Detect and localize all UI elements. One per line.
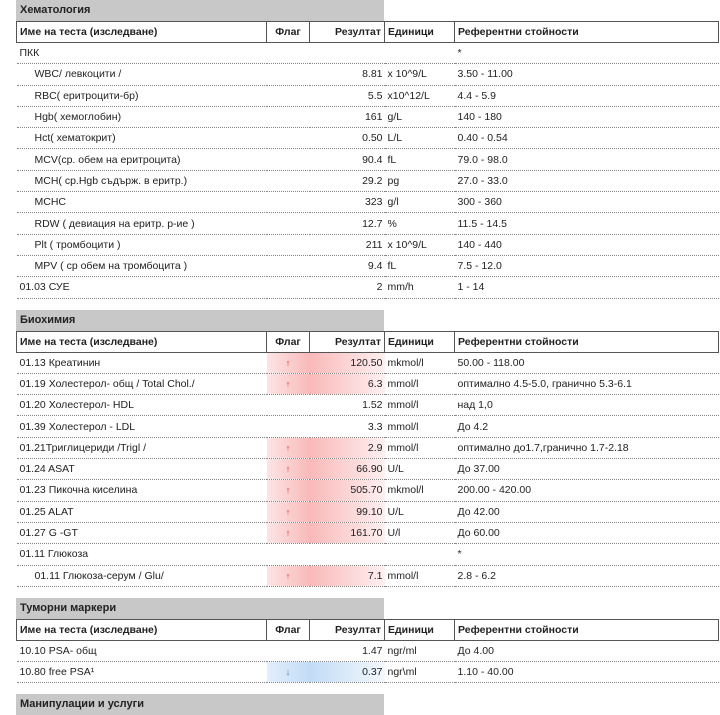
test-result: 161.70 [310, 522, 385, 543]
table-row [17, 128, 719, 149]
table-row [17, 106, 719, 127]
table-row [17, 416, 719, 437]
section-title: Туморни маркери [16, 598, 384, 619]
column-header-flag: Флаг [267, 331, 310, 352]
reference-range: До 4.2 [455, 416, 719, 437]
reference-range: До 42.00 [455, 501, 719, 522]
table-row [17, 459, 719, 480]
reference-range: До 4.00 [455, 640, 719, 661]
test-result: 2 [310, 277, 385, 298]
table-header [17, 619, 719, 640]
test-unit: mmol/l [385, 395, 455, 416]
reference-range: 27.0 - 33.0 [455, 170, 719, 191]
test-name: MCHC [17, 192, 267, 213]
test-result: 5.5 [310, 85, 385, 106]
test-name: MCH( ср.Hgb съдърж. в еритр.) [17, 170, 267, 191]
flag-icon [267, 192, 310, 213]
test-unit: ngr\ml [385, 662, 455, 683]
flag-icon [267, 213, 310, 234]
table-row [17, 544, 719, 565]
table-row [17, 43, 719, 64]
test-result: 66.90 [310, 459, 385, 480]
reference-range: 79.0 - 98.0 [455, 149, 719, 170]
column-header-name: Име на теста (изследване) [17, 331, 267, 352]
test-unit: g/l [385, 192, 455, 213]
table-row [17, 662, 719, 683]
test-unit: x 10^9/L [385, 64, 455, 85]
test-name: Hct( хематокрит) [17, 128, 267, 149]
column-header-result: Резултат [310, 22, 385, 43]
test-name: WBC/ левкоцити / [17, 64, 267, 85]
column-header-name: Име на теста (изследване) [17, 619, 267, 640]
reference-range: * [455, 544, 719, 565]
test-result: 9.4 [310, 255, 385, 276]
reference-range: над 1,0 [455, 395, 719, 416]
test-unit: mmol/l [385, 416, 455, 437]
test-result: 99.10 [310, 501, 385, 522]
test-result: 211 [310, 234, 385, 255]
table-row [17, 640, 719, 661]
test-unit: pg [385, 170, 455, 191]
test-result: 2.9 [310, 437, 385, 458]
test-name: 01.13 Креатинин [17, 352, 267, 373]
flag-icon: ↑ [267, 352, 310, 373]
column-header-units: Единици [385, 331, 455, 352]
flag-icon [267, 255, 310, 276]
reference-range: До 37.00 [455, 459, 719, 480]
section-title: Хематология [16, 0, 384, 21]
flag-icon [267, 43, 310, 64]
reference-range: 7.5 - 12.0 [455, 255, 719, 276]
test-result: 8.81 [310, 64, 385, 85]
column-header-flag: Флаг [267, 22, 310, 43]
test-name: 01.23 Пикочна киселина [17, 480, 267, 501]
test-unit: L/L [385, 128, 455, 149]
test-result: 7.1 [310, 565, 385, 586]
table-header [17, 22, 719, 43]
table-header [17, 331, 719, 352]
reference-range: * [455, 43, 719, 64]
reference-range: До 60.00 [455, 522, 719, 543]
flag-icon: ↑ [267, 480, 310, 501]
test-name: 01.21Триглицериди /Trigl / [17, 437, 267, 458]
flag-icon [267, 640, 310, 661]
test-unit: mmol/l [385, 373, 455, 394]
flag-icon [267, 149, 310, 170]
flag-icon: ↑ [267, 522, 310, 543]
reference-range: 1 - 14 [455, 277, 719, 298]
reference-range: 300 - 360 [455, 192, 719, 213]
test-name: 01.03 СУЕ [17, 277, 267, 298]
test-unit: g/L [385, 106, 455, 127]
flag-icon [267, 106, 310, 127]
flag-icon: ↑ [267, 459, 310, 480]
reference-range: 3.50 - 11.00 [455, 64, 719, 85]
flag-icon [267, 544, 310, 565]
table-row [17, 277, 719, 298]
test-unit: mmol/l [385, 565, 455, 586]
test-name: 10.80 free PSA¹ [17, 662, 267, 683]
test-name: 01.27 G -GT [17, 522, 267, 543]
test-name: 01.11 Глюкоза-серум / Glu/ [17, 565, 267, 586]
column-header-ref: Референтни стойности [455, 22, 719, 43]
results-table [16, 21, 719, 299]
reference-range: оптимално 4.5-5.0, гранично 5.3-6.1 [455, 373, 719, 394]
test-name: RDW ( девиация на еритр. р-ие ) [17, 213, 267, 234]
table-row [17, 64, 719, 85]
reference-range: 50.00 - 118.00 [455, 352, 719, 373]
test-result: 6.3 [310, 373, 385, 394]
reference-range: 11.5 - 14.5 [455, 213, 719, 234]
test-unit: % [385, 213, 455, 234]
test-name: 01.25 ALAT [17, 501, 267, 522]
column-header-name: Име на теста (изследване) [17, 22, 267, 43]
reference-range: 2.8 - 6.2 [455, 565, 719, 586]
test-result: 161 [310, 106, 385, 127]
test-name: 01.24 ASAT [17, 459, 267, 480]
test-name: Plt ( тромбоцити ) [17, 234, 267, 255]
section-title: Биохимия [16, 310, 384, 331]
test-name: RBC( еритроцити-бр) [17, 85, 267, 106]
test-result: 0.37 [310, 662, 385, 683]
flag-icon: ↓ [267, 662, 310, 683]
column-header-units: Единици [385, 619, 455, 640]
table-row [17, 234, 719, 255]
table-row [17, 395, 719, 416]
results-table [16, 619, 719, 684]
test-unit: x10^12/L [385, 85, 455, 106]
test-name: 01.20 Холестерол- HDL [17, 395, 267, 416]
test-unit: fL [385, 149, 455, 170]
flag-icon [267, 85, 310, 106]
test-name: 01.11 Глюкоза [17, 544, 267, 565]
test-name: 10.10 PSA- общ [17, 640, 267, 661]
reference-range: 1.10 - 40.00 [455, 662, 719, 683]
table-row [17, 501, 719, 522]
flag-icon: ↑ [267, 437, 310, 458]
test-result: 505.70 [310, 480, 385, 501]
section [0, 0, 720, 299]
test-unit: U/L [385, 501, 455, 522]
test-name: MCV(ср. обем на еритроцита) [17, 149, 267, 170]
section-title: Манипулации и услуги [16, 694, 384, 715]
column-header-ref: Референтни стойности [455, 619, 719, 640]
section [0, 683, 720, 715]
results-table [16, 331, 719, 587]
table-row [17, 352, 719, 373]
test-unit [385, 544, 455, 565]
table-row [17, 255, 719, 276]
reference-range: 200.00 - 420.00 [455, 480, 719, 501]
section-gap [0, 587, 720, 598]
column-header-units: Единици [385, 22, 455, 43]
test-unit: ngr/ml [385, 640, 455, 661]
test-unit: mm/h [385, 277, 455, 298]
test-result [310, 43, 385, 64]
test-result: 1.47 [310, 640, 385, 661]
test-name: 01.19 Холестерол- общ / Total Chol./ [17, 373, 267, 394]
reference-range: 140 - 180 [455, 106, 719, 127]
flag-icon: ↑ [267, 373, 310, 394]
test-unit [385, 43, 455, 64]
section-gap [0, 299, 720, 310]
column-header-ref: Референтни стойности [455, 331, 719, 352]
test-name: Hgb( хемоглобин) [17, 106, 267, 127]
flag-icon [267, 64, 310, 85]
test-result: 0.50 [310, 128, 385, 149]
test-unit: U/l [385, 522, 455, 543]
test-name: MPV ( ср обем на тромбоцита ) [17, 255, 267, 276]
test-unit: fL [385, 255, 455, 276]
test-result: 323 [310, 192, 385, 213]
table-row [17, 565, 719, 586]
flag-icon [267, 128, 310, 149]
test-unit: mkmol/l [385, 352, 455, 373]
column-header-result: Резултат [310, 331, 385, 352]
test-result: 90.4 [310, 149, 385, 170]
table-row [17, 170, 719, 191]
flag-icon [267, 234, 310, 255]
test-result [310, 544, 385, 565]
table-row [17, 522, 719, 543]
section [0, 299, 720, 587]
table-row [17, 373, 719, 394]
flag-icon: ↑ [267, 565, 310, 586]
reference-range: оптимално до1.7,гранично 1.7-2.18 [455, 437, 719, 458]
flag-icon [267, 170, 310, 191]
test-unit: mkmol/l [385, 480, 455, 501]
reference-range: 4.4 - 5.9 [455, 85, 719, 106]
test-unit: U/L [385, 459, 455, 480]
flag-icon [267, 277, 310, 298]
table-row [17, 149, 719, 170]
reference-range: 0.40 - 0.54 [455, 128, 719, 149]
test-result: 120.50 [310, 352, 385, 373]
test-result: 29.2 [310, 170, 385, 191]
table-row [17, 213, 719, 234]
section [0, 587, 720, 684]
test-name: 01.39 Холестерол - LDL [17, 416, 267, 437]
flag-icon [267, 416, 310, 437]
flag-icon [267, 395, 310, 416]
reference-range: 140 - 440 [455, 234, 719, 255]
test-result: 3.3 [310, 416, 385, 437]
test-unit: mmol/l [385, 437, 455, 458]
test-unit: x 10^9/L [385, 234, 455, 255]
column-header-flag: Флаг [267, 619, 310, 640]
flag-icon: ↑ [267, 501, 310, 522]
test-result: 1.52 [310, 395, 385, 416]
table-row [17, 192, 719, 213]
test-name: ПКК [17, 43, 267, 64]
column-header-result: Резултат [310, 619, 385, 640]
table-row [17, 85, 719, 106]
table-row [17, 437, 719, 458]
test-result: 12.7 [310, 213, 385, 234]
table-row [17, 480, 719, 501]
